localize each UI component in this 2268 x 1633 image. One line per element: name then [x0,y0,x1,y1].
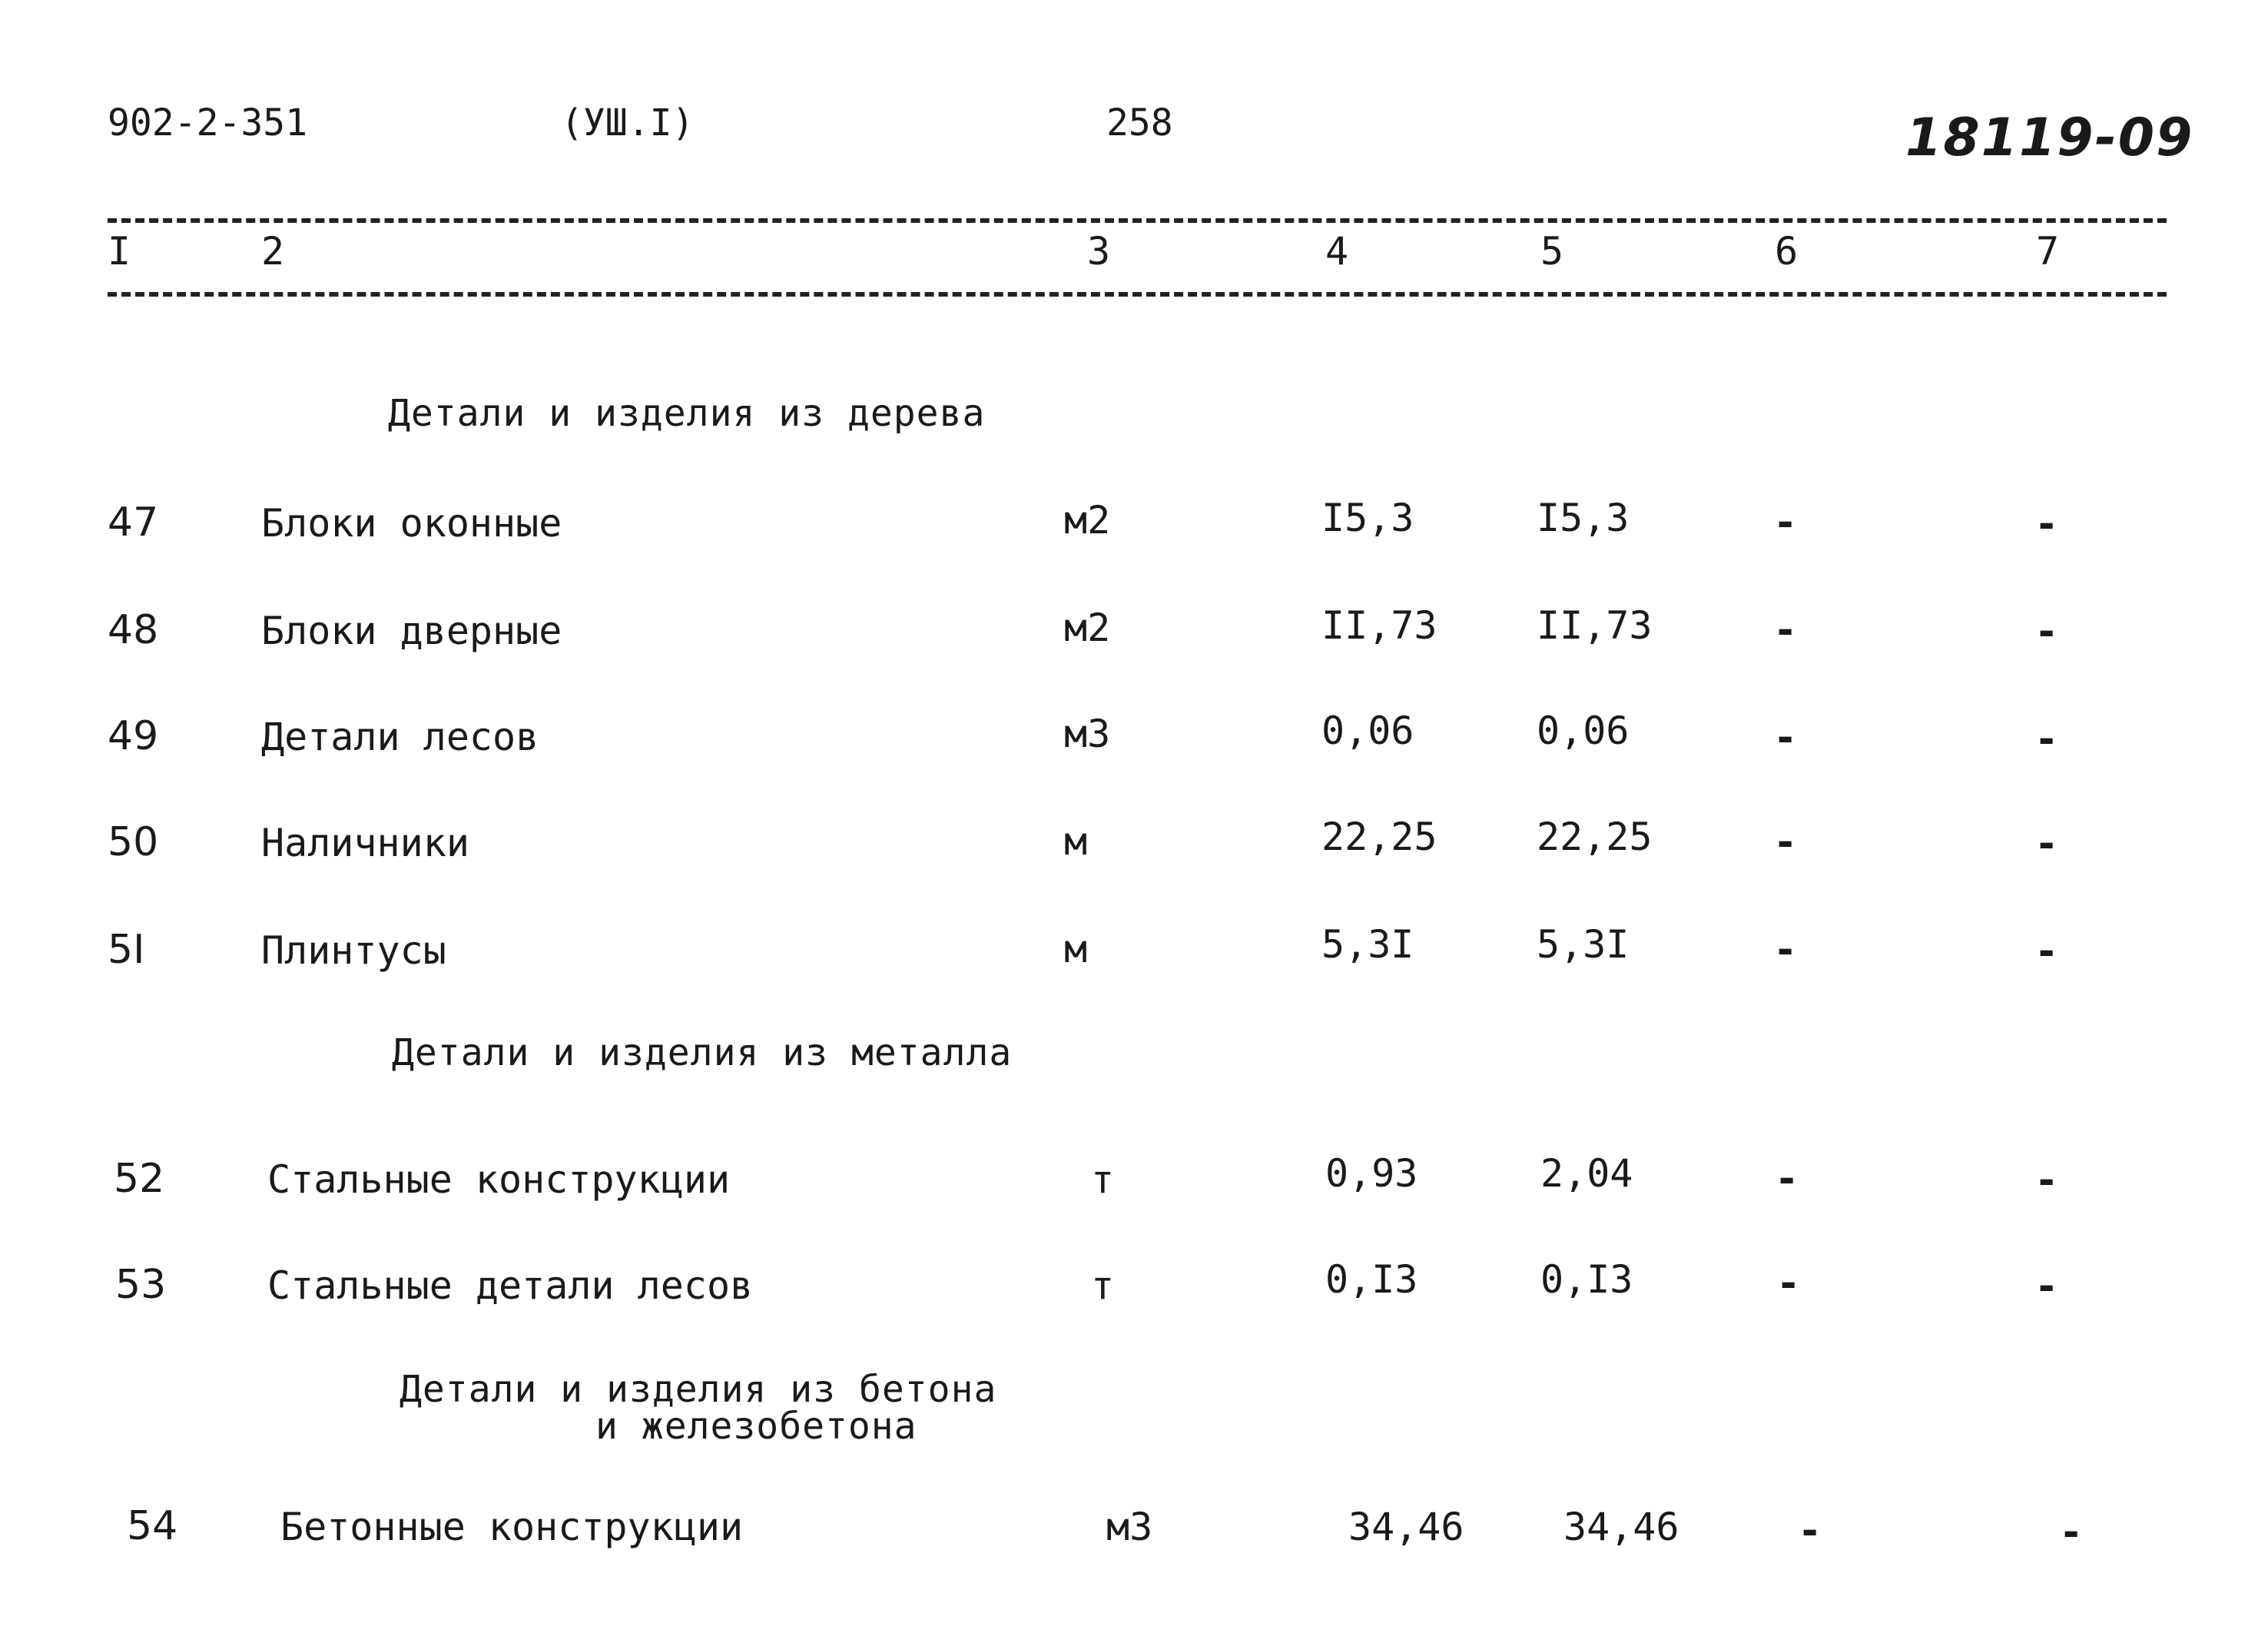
value-col4: II,73 [1321,603,1437,648]
item-name: Стальные конструкции [267,1157,731,1202]
header-top-rule [108,218,2167,223]
value-col5: 22,25 [1537,815,1653,859]
unit: т [1091,1157,1115,1202]
unit: м [1064,819,1088,864]
value-col6: - [1773,819,1798,865]
item-name: Плинтусы [261,928,446,973]
value-col5: II,73 [1537,603,1653,648]
header-bottom-rule [108,292,2167,297]
value-col4: 22,25 [1321,815,1437,859]
item-name: Стальные детали лесов [267,1263,754,1308]
row-number: 54 [127,1503,178,1549]
unit: м2 [1064,498,1111,543]
value-col6: - [1776,1260,1801,1306]
item-name: Детали лесов [261,715,539,759]
unit: м3 [1106,1505,1153,1549]
item-name: Блоки дверные [261,609,562,653]
value-col5: 34,46 [1563,1505,1679,1549]
value-col7: - [2059,1509,2084,1555]
row-number: 47 [108,500,159,546]
value-col6: - [1773,927,1798,973]
section-title-concrete-line2: и железобетона [595,1405,917,1448]
value-col5: 5,3I [1537,922,1630,967]
value-col6: - [1773,500,1798,546]
item-name: Бетонные конструкции [280,1505,744,1549]
value-col6: - [1773,607,1798,653]
unit: т [1091,1263,1115,1308]
value-col4: 0,I3 [1325,1257,1418,1302]
section-code: (УШ.I) [561,101,695,144]
row-number: 50 [108,819,159,865]
value-col6: - [1773,715,1798,761]
item-name: Блоки оконные [261,501,562,546]
handwritten-number: 18119-09 [1905,108,2194,168]
value-col7: - [2034,716,2059,762]
section-title-metal: Детали и изделия из металла [392,1031,1013,1074]
value-col4: I5,3 [1321,496,1414,540]
item-name: Наличники [261,821,469,865]
row-number: 49 [108,713,159,759]
row-number: 53 [115,1262,167,1308]
value-col4: 0,93 [1325,1151,1418,1196]
value-col4: 5,3I [1321,922,1414,967]
value-col7: - [2034,928,2059,974]
page-number: 258 [1106,101,1173,144]
value-col5: I5,3 [1537,496,1630,540]
column-header-4: 4 [1325,229,1349,274]
column-header-6: 6 [1775,229,1799,274]
section-title-concrete: Детали и изделия из бетона [400,1368,997,1411]
column-header-2: 2 [261,229,285,274]
value-col7: - [2034,821,2059,867]
column-header-1: I [108,229,131,274]
value-col7: - [2034,609,2059,655]
value-col4: 0,06 [1321,709,1414,753]
unit: м [1064,927,1088,971]
value-col5: 0,06 [1537,709,1630,753]
unit: м3 [1064,712,1111,756]
section-title-wood: Детали и изделия из дерева [388,392,986,435]
value-col7: - [2034,1263,2059,1309]
document-code: 902-2-351 [108,101,308,144]
value-col6: - [1798,1508,1822,1554]
row-number: 48 [108,607,159,653]
value-col7: - [2034,501,2059,547]
value-col7: - [2034,1157,2059,1203]
column-header-3: 3 [1087,229,1111,274]
row-number: 5I [108,927,145,973]
unit: м2 [1064,606,1111,650]
value-col4: 34,46 [1348,1505,1464,1549]
column-header-7: 7 [2036,229,2060,274]
value-col6: - [1775,1156,1799,1202]
value-col5: 2,04 [1540,1151,1633,1196]
column-header-5: 5 [1540,229,1564,274]
row-number: 52 [114,1156,165,1202]
value-col5: 0,I3 [1540,1257,1633,1302]
